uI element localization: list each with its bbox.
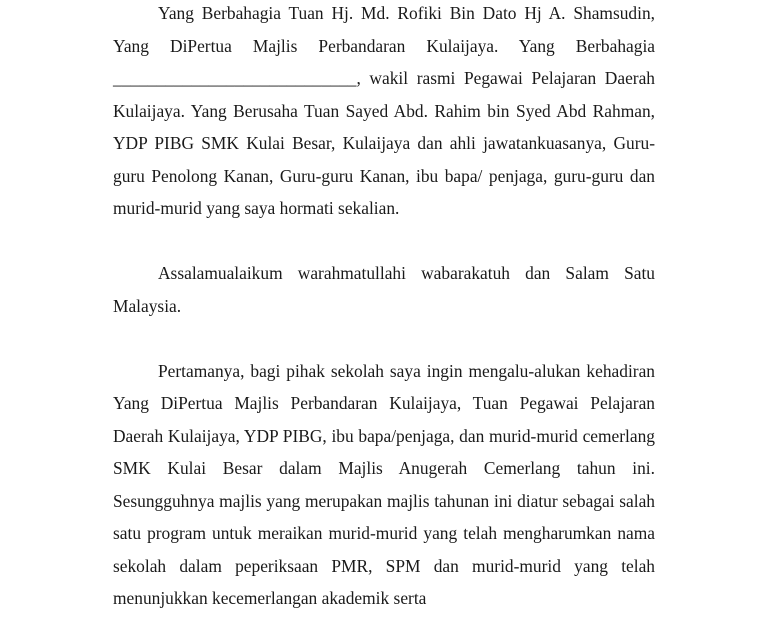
paragraph-welcome: Pertamanya, bagi pihak sekolah saya ingin mengalu-alukan kehadiran Yang DiPertua Majlis Perbandaran Kulaijaya, Tuan Pegawai Pelajaran Daerah Kulaijaya, YDP PIBG, ibu bapa/penjaga, dan murid-murid cemerlang SMK Kulai Besar dalam Majlis Anugerah Cemerlang tahun ini. Sesungguhnya majlis yang merupakan majlis tahunan ini diatur sebagai salah satu program untuk meraikan murid-murid yang telah mengharumkan nama sekolah dalam peperiksaan PMR, SPM dan murid-murid yang telah menunjukkan kecemerlangan akademik serta xyxy=(113,360,655,608)
paragraph-spacer xyxy=(113,322,655,355)
paragraph-salutation: Assalamualaikum warahmatullahi wabarakatuh dan Salam Satu Malaysia. xyxy=(113,263,655,316)
paragraph-spacer xyxy=(113,225,655,258)
document-body xyxy=(113,0,655,615)
paragraph-greetings: Yang Berbahagia Tuan Hj. Md. Rofiki Bin Dato Hj A. Shamsudin, Yang DiPertua Majlis Perbandaran Kulaijaya. Yang Berbahagia ____________________________, wakil rasmi Pegawai Pelajaran Daerah Kulaijaya. Yang Berusaha Tuan Sayed Abd. Rahim bin Syed Abd Rahman, YDP PIBG SMK Kulai Besar, Kulaijaya dan ahli jawatankuasanya, Guru-guru Penolong Kanan, Guru-guru Kanan, ibu bapa/ penjaga, guru-guru dan murid-murid yang saya hormati sekalian. xyxy=(113,3,655,218)
